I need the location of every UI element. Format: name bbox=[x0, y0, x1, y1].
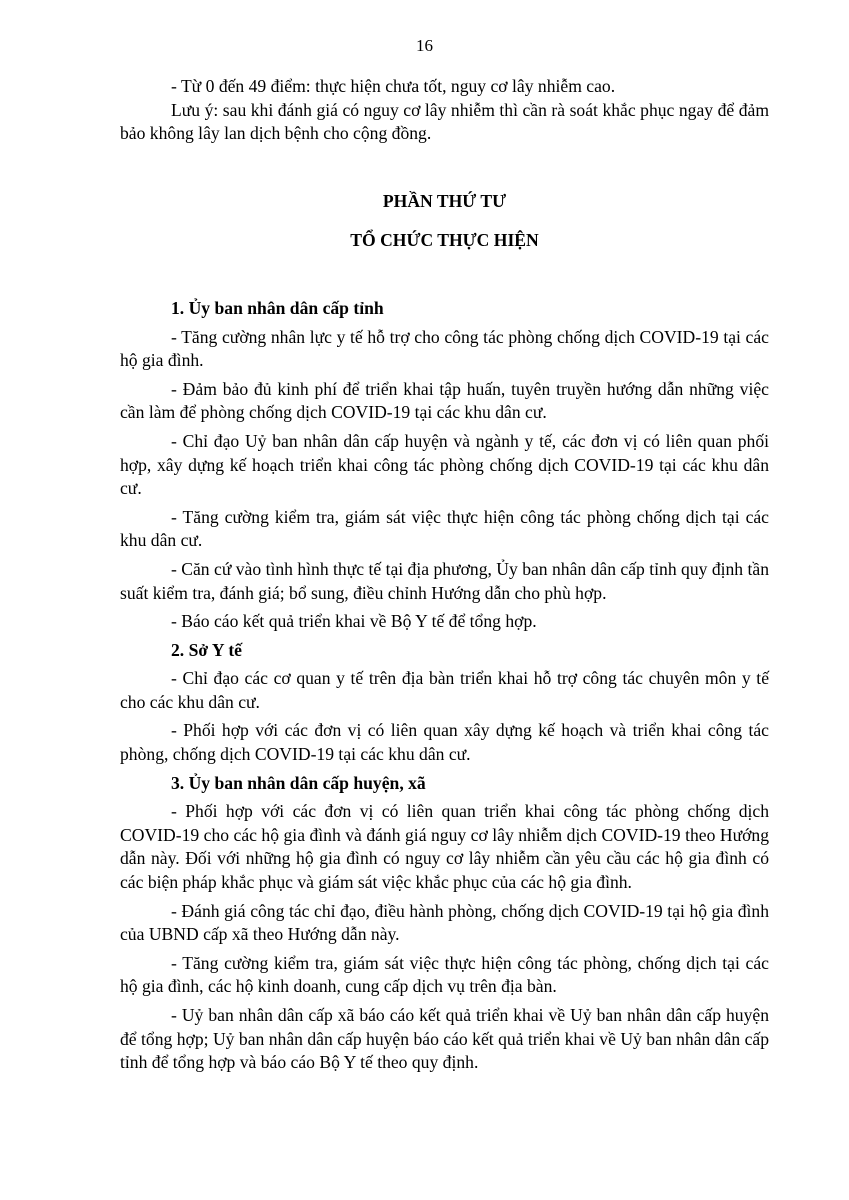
section-district-commune-committee bbox=[120, 772, 769, 1075]
section-heading: 1. Ủy ban nhân dân cấp tỉnh bbox=[171, 297, 384, 318]
intro-paragraph-note: Lưu ý: sau khi đánh giá có nguy cơ lây nhiễm thì cần rà soát khắc phục ngay để đảm bảo không lây lan dịch bệnh cho cộng đồng. bbox=[120, 99, 769, 144]
section-heading: 2. Sở Y tế bbox=[171, 639, 242, 660]
list-item: - Phối hợp với các đơn vị có liên quan triển khai công tác phòng chống dịch COVID-19 cho các hộ gia đình và đánh giá nguy cơ lây nhiễm dịch COVID-19 theo Hướng dẫn này. Đối với những hộ gia đình có nguy cơ lây nhiễm cần yêu cầu các hộ gia đình có các biện pháp khắc phục và giám sát việc khắc phục của các hộ gia đình. bbox=[120, 801, 769, 893]
list-item: - Chỉ đạo Uỷ ban nhân dân cấp huyện và ngành y tế, các đơn vị có liên quan phối hợp, xây dựng kế hoạch triển khai công tác phòng chống dịch COVID-19 tại các khu dân cư. bbox=[120, 430, 769, 499]
part-title: PHẦN THỨ TƯ bbox=[382, 190, 507, 211]
list-item: - Đánh giá công tác chỉ đạo, điều hành phòng, chống dịch COVID-19 tại hộ gia đình của UBND cấp xã theo Hướng dẫn này. bbox=[120, 900, 769, 945]
list-item: - Tăng cường nhân lực y tế hỗ trợ cho công tác phòng chống dịch COVID-19 tại các hộ gia đình. bbox=[120, 326, 769, 371]
list-item: - Uỷ ban nhân dân cấp xã báo cáo kết quả triển khai về Uỷ ban nhân dân cấp huyện để tổng hợp; Uỷ ban nhân dân cấp huyện báo cáo kết quả triển khai về Uỷ ban nhân dân cấp tỉnh để tổng hợp và báo cáo Bộ Y tế theo quy định. bbox=[120, 1005, 769, 1073]
section-provincial-committee bbox=[120, 297, 769, 634]
part-subtitle: TỔ CHỨC THỰC HIỆN bbox=[350, 230, 539, 251]
list-item: - Phối hợp với các đơn vị có liên quan xây dựng kế hoạch và triển khai công tác phòng, chống dịch COVID-19 tại các khu dân cư. bbox=[120, 720, 769, 765]
list-item: - Báo cáo kết quả triển khai về Bộ Y tế để tổng hợp. bbox=[171, 611, 537, 632]
document-body bbox=[120, 75, 769, 1080]
section-heading: 3. Ủy ban nhân dân cấp huyện, xã bbox=[171, 772, 426, 793]
list-item: - Tăng cường kiểm tra, giám sát việc thực hiện công tác phòng chống dịch tại các khu dân cư. bbox=[120, 506, 769, 551]
list-item: - Căn cứ vào tình hình thực tế tại địa phương, Ủy ban nhân dân cấp tỉnh quy định tần suất kiểm tra, đánh giá; bổ sung, điều chỉnh Hướng dẫn cho phù hợp. bbox=[120, 558, 769, 603]
list-item: - Đảm bảo đủ kinh phí để triển khai tập huấn, tuyên truyền hướng dẫn những việc cần làm để phòng chống dịch COVID-19 tại các khu dân cư. bbox=[120, 378, 769, 423]
list-item: - Tăng cường kiểm tra, giám sát việc thực hiện công tác phòng, chống dịch tại các hộ gia đình, các hộ kinh doanh, cung cấp dịch vụ trên địa bàn. bbox=[120, 952, 769, 997]
page-number: 16 bbox=[416, 36, 433, 55]
intro-paragraph-score: - Từ 0 đến 49 điểm: thực hiện chưa tốt, nguy cơ lây nhiễm cao. bbox=[171, 76, 616, 96]
section-department-of-health bbox=[120, 639, 769, 767]
list-item: - Chỉ đạo các cơ quan y tế trên địa bàn triển khai hỗ trợ công tác chuyên môn y tế cho các khu dân cư. bbox=[120, 668, 769, 712]
